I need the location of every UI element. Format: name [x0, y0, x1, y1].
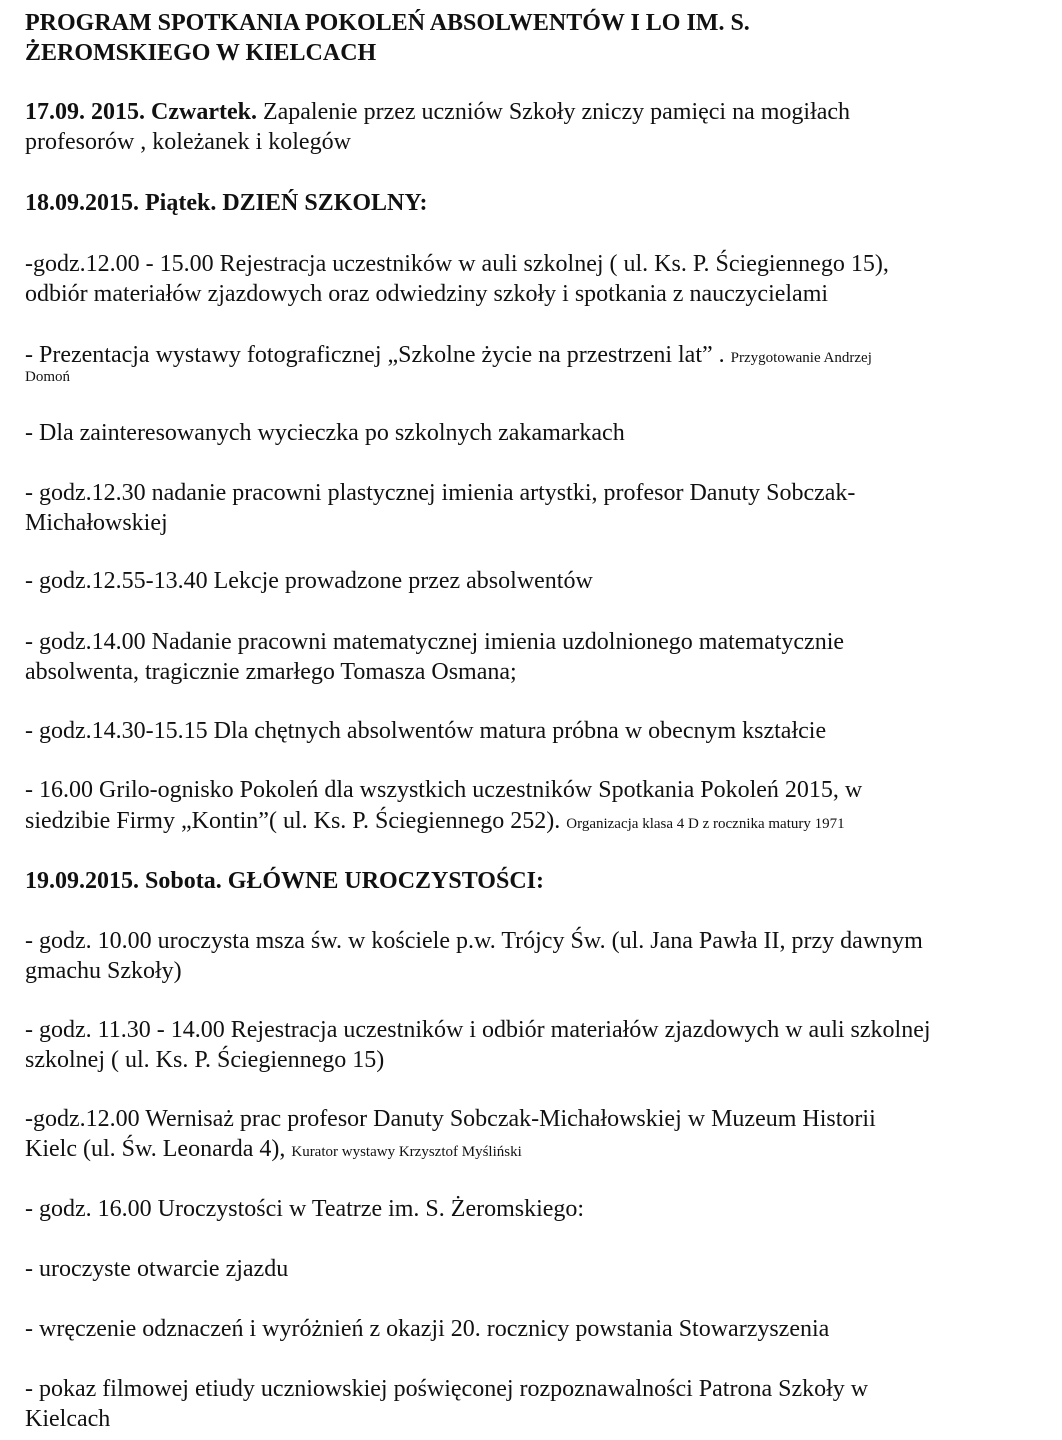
day3-item-2-line-2: szkolnej ( ul. Ks. P. Ściegiennego 15): [25, 1047, 385, 1073]
exhibition-note-line-2: Domoń: [25, 369, 70, 385]
grill-organizer-note: Organizacja klasa 4 D z rocznika matury 1971: [566, 816, 845, 832]
day2-item-4-line-2: Michałowskiej: [25, 510, 168, 536]
day2-item-3: - Dla zainteresowanych wycieczka po szkolnych zakamarkach: [25, 420, 625, 446]
day1-entry: [25, 97, 850, 127]
exhibition-text: - Prezentacja wystawy fotograficznej „Szkolne życie na przestrzeni lat” .: [25, 342, 725, 368]
grill-location: siedzibie Firmy „Kontin”( ul. Ks. P. Ściegiennego 252).: [25, 808, 561, 834]
day2-item-5: - godz.12.55-13.40 Lekcje prowadzone przez absolwentów: [25, 568, 593, 594]
day1-text-line-2: profesorów , koleżanek i kolegów: [25, 129, 351, 155]
day2-heading: 18.09.2015. Piątek. DZIEŃ SZKOLNY:: [25, 190, 428, 216]
day2-item-6-line-1: - godz.14.00 Nadanie pracowni matematycznej imienia uzdolnionego matematycznie: [25, 629, 845, 655]
day3-item-2-line-1: - godz. 11.30 - 14.00 Rejestracja uczestników i odbiór materiałów zjazdowych w auli szkolnej: [25, 1017, 931, 1043]
day2-item-4-line-1: - godz.12.30 nadanie pracowni plastycznej imienia artystki, profesor Danuty Sobczak-: [25, 480, 856, 506]
museum-address: Kielc (ul. Św. Leonarda 4),: [25, 1136, 286, 1162]
day2-item-7: - godz.14.30-15.15 Dla chętnych absolwentów matura próbna w obecnym kształcie: [25, 718, 827, 744]
day2-item-1-line-1: -godz.12.00 - 15.00 Rejestracja uczestników w auli szkolnej ( ul. Ks. P. Ściegiennego 15),: [25, 251, 889, 277]
day1-heading: 17.09. 2015. Czwartek.: [25, 99, 257, 125]
day2-item-8-line-1: - 16.00 Grilo-ognisko Pokoleń dla wszystkich uczestników Spotkania Pokoleń 2015, w: [25, 777, 863, 803]
title-line-1: PROGRAM SPOTKANIA POKOLEŃ ABSOLWENTÓW I LO IM. S.: [25, 10, 750, 36]
day2-item-8-line-2: [25, 806, 845, 839]
day3-heading: 19.09.2015. Sobota. GŁÓWNE UROCZYSTOŚCI:: [25, 868, 544, 894]
day3-item-5: - uroczyste otwarcie zjazdu: [25, 1256, 289, 1282]
day3-item-3-line-1: -godz.12.00 Wernisaż prac profesor Danuty Sobczak-Michałowskiej w Muzeum Historii: [25, 1106, 876, 1132]
day3-item-6: - wręczenie odznaczeń i wyróżnień z okazji 20. rocznicy powstania Stowarzyszenia: [25, 1316, 830, 1342]
day3-item-7-line-1: - pokaz filmowej etiudy uczniowskiej poświęconej rozpoznawalności Patrona Szkoły w: [25, 1376, 869, 1402]
day3-item-3-line-2: [25, 1134, 522, 1167]
curator-note: Kurator wystawy Krzysztof Myśliński: [291, 1144, 522, 1160]
day3-item-1-line-2: gmachu Szkoły): [25, 958, 182, 984]
exhibition-note: Przygotowanie Andrzej: [730, 350, 872, 366]
day2-item-2-line-1: [25, 340, 872, 373]
day3-item-1-line-1: - godz. 10.00 uroczysta msza św. w kościele p.w. Trójcy Św. (ul. Jana Pawła II, przy dawnym: [25, 928, 923, 954]
day2-item-1-line-2: odbiór materiałów zjazdowych oraz odwiedziny szkoły i spotkania z nauczycielami: [25, 281, 829, 307]
day1-text: Zapalenie przez uczniów Szkoły zniczy pamięci na mogiłach: [262, 99, 851, 125]
day2-item-6-line-2: absolwenta, tragicznie zmarłego Tomasza Osmana;: [25, 659, 517, 685]
day3-item-7-line-2: Kielcach: [25, 1406, 111, 1432]
title-line-2: ŻEROMSKIEGO W KIELCACH: [25, 40, 377, 66]
day3-item-4: - godz. 16.00 Uroczystości w Teatrze im. S. Żeromskiego:: [25, 1196, 585, 1222]
